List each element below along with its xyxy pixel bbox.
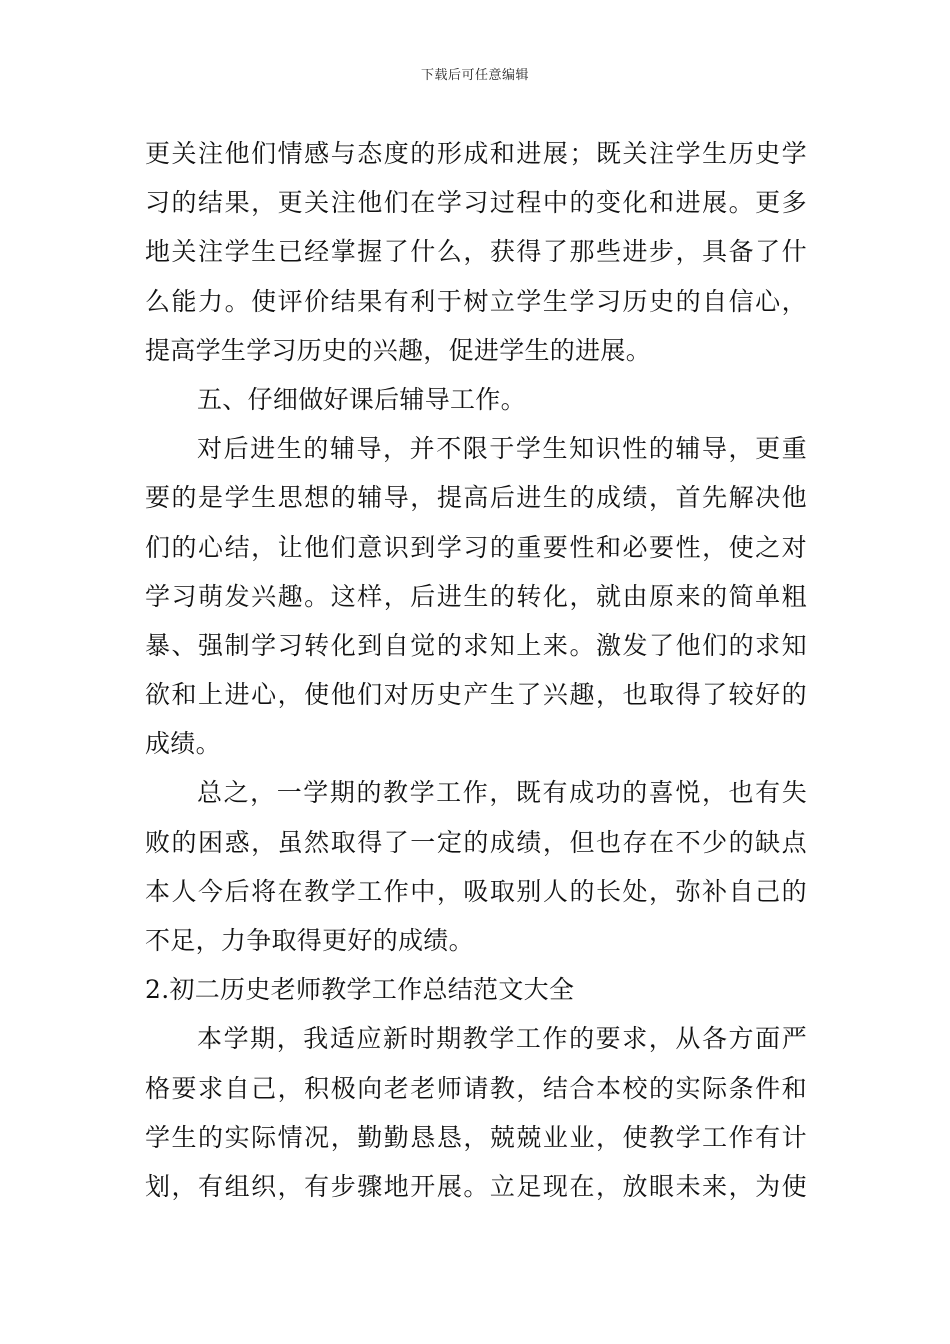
text-line: 不足，力争取得更好的成绩。: [145, 926, 474, 955]
text-line: 暴、强制学习转化到自觉的求知上来。激发了他们的求知: [145, 630, 807, 660]
text-line: 格要求自己，积极向老老师请教，结合本校的实际条件和: [145, 1073, 807, 1103]
text-line: 学生的实际情况，勤勤恳恳，兢兢业业，使教学工作有计: [145, 1122, 807, 1152]
article-title: 2.初二历史老师教学工作总结范文大全: [145, 975, 575, 1005]
text-line: 本学期，我适应新时期教学工作的要求，从各方面严: [197, 1024, 807, 1054]
text-line: 么能力。使评价结果有利于树立学生学习历史的自信心，: [145, 286, 807, 316]
body-text: [145, 129, 807, 1211]
text-line: 划，有组织，有步骤地开展。立足现在，放眼未来，为使: [145, 1171, 807, 1201]
text-line: 欲和上进心，使他们对历史产生了兴趣，也取得了较好的: [145, 680, 807, 710]
text-line: 要的是学生思想的辅导，提高后进生的成绩，首先解决他: [145, 483, 807, 513]
text-line: 学习萌发兴趣。这样，后进生的转化，就由原来的简单粗: [145, 581, 807, 611]
text-line: 对后进生的辅导，并不限于学生知识性的辅导，更重: [197, 434, 807, 464]
section-heading: 五、仔细做好课后辅导工作。: [197, 384, 526, 414]
text-line: 总之，一学期的教学工作，既有成功的喜悦，也有失: [197, 778, 807, 808]
text-line: 们的心结，让他们意识到学习的重要性和必要性，使之对: [145, 532, 807, 562]
text-line: 地关注学生已经掌握了什么，获得了那些进步，具备了什: [145, 237, 807, 267]
text-line: 败的困惑，虽然取得了一定的成绩，但也存在不少的缺点: [145, 827, 807, 857]
text-line: 习的结果，更关注他们在学习过程中的变化和进展。更多: [145, 188, 807, 218]
text-line: 提高学生学习历史的兴趣，促进学生的进展。: [145, 335, 652, 365]
text-line: 更关注他们情感与态度的形成和进展；既关注学生历史学: [145, 139, 807, 168]
text-line: 成绩。: [145, 729, 221, 759]
text-line: 本人今后将在教学工作中，吸取别人的长处，弥补自己的: [145, 876, 807, 906]
page-header: 下载后可任意编辑: [420, 68, 529, 83]
